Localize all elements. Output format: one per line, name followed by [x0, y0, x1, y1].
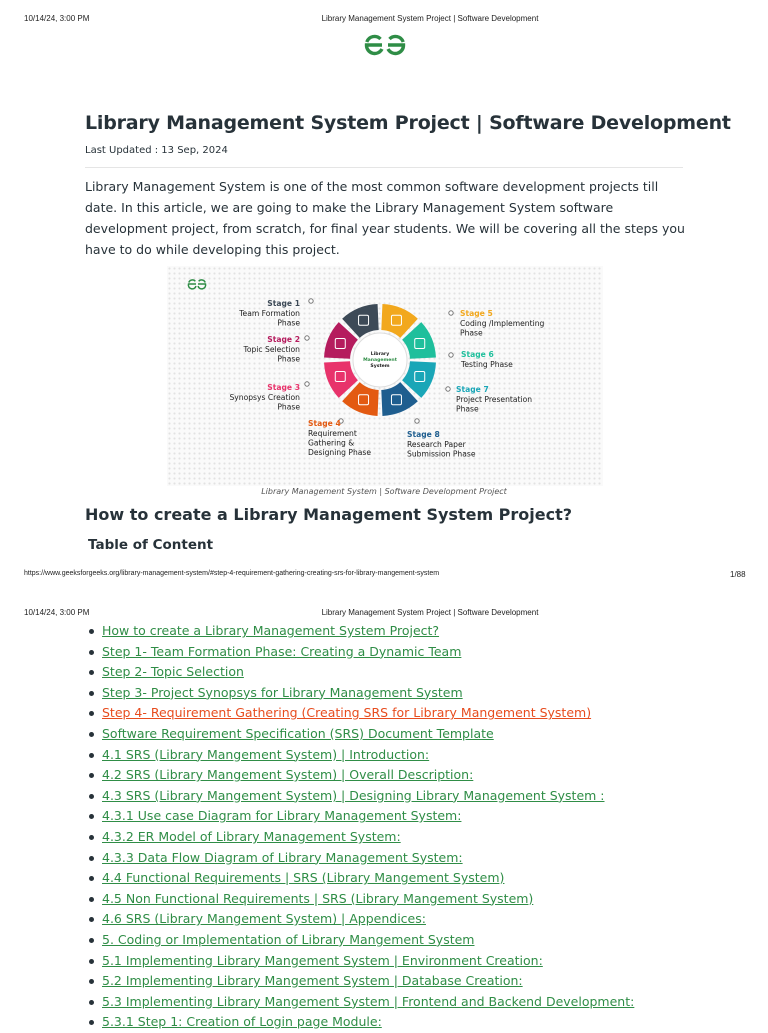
toc-item	[88, 848, 634, 869]
toc-heading: Table of Content	[88, 537, 214, 553]
toc-item	[88, 889, 634, 910]
toc-link[interactable]: 4.3.2 ER Model of Library Management System:	[102, 828, 401, 844]
toc-link[interactable]: 4.2 SRS (Library Mangement System) | Overall Description:	[102, 767, 474, 783]
stage-name: Topic Selection	[243, 345, 300, 354]
stage-marker	[305, 336, 309, 340]
toc-link[interactable]: Software Requirement Specification (SRS) Document Template	[102, 725, 494, 741]
print-url: https://www.geeksforgeeks.org/library-management-system/#step-4-requirement-gathering-creating-srs-for-library-mangement-system	[24, 570, 440, 577]
stage-name: Research Paper	[407, 440, 466, 449]
toc-link[interactable]: 5.2 Implementing Library Mangement System | Database Creation:	[102, 973, 523, 989]
stage-marker	[309, 299, 313, 303]
stage-name: Project Presentation	[456, 395, 533, 404]
toc-item	[88, 1012, 634, 1033]
figure-caption: Library Management System | Software Development Project	[261, 487, 507, 496]
stage-name: Phase	[277, 318, 300, 328]
toc-item	[88, 971, 634, 992]
article-intro: Library Management System is one of the most common software development projects till date. In this article, we are going to make the Library Management System software development project, from scratch, for final year students. We will be covering all the steps you have to do while developing this project.	[85, 179, 685, 257]
stage-name: Requirement	[308, 429, 357, 438]
toc-item	[88, 868, 634, 889]
toc-item	[88, 992, 634, 1013]
article-title: Library Management System Project | Software Development	[85, 112, 731, 134]
toc-item	[88, 765, 634, 786]
stage-title: Stage 6	[461, 350, 494, 359]
toc-link[interactable]: 4.3 SRS (Library Mangement System) | Designing Library Management System :	[102, 787, 605, 803]
toc-item	[88, 930, 634, 951]
toc-link[interactable]: 4.3.1 Use case Diagram for Library Management System:	[102, 808, 462, 824]
center-label-line: System	[370, 364, 390, 369]
toc-item	[88, 806, 634, 827]
toc-link[interactable]: How to create a Library Management System Project?	[102, 623, 440, 638]
toc-link[interactable]: 5.1 Implementing Library Mangement System | Environment Creation:	[102, 952, 543, 968]
toc-item	[88, 745, 634, 766]
print-doc-title-page2: Library Management System Project | Software Development	[321, 608, 539, 617]
figure-logo-icon	[188, 280, 205, 289]
last-updated: Last Updated : 13 Sep, 2024	[85, 145, 228, 156]
stage-marker	[305, 382, 309, 386]
stage-marker	[449, 353, 453, 357]
toc-item	[88, 724, 634, 745]
stage-name: Phase	[277, 354, 300, 364]
stage-marker	[446, 387, 450, 391]
toc-item	[88, 703, 634, 724]
toc-link[interactable]: Step 2- Topic Selection	[102, 664, 244, 680]
toc-link[interactable]: 4.4 Functional Requirements | SRS (Library Mangement System)	[102, 870, 505, 886]
stage-name: Phase	[456, 404, 479, 414]
center-label-line: Management	[363, 358, 397, 363]
toc-link[interactable]: 5. Coding or Implementation of Library Mangement System	[102, 931, 475, 947]
stage-name: Gathering &	[308, 438, 355, 448]
stage-name: Designing Phase	[308, 448, 372, 458]
stage-name: Testing Phase	[461, 360, 513, 369]
toc-link[interactable]: 4.3.3 Data Flow Diagram of Library Management System:	[102, 849, 463, 865]
toc-link[interactable]: Step 1- Team Formation Phase: Creating a Dynamic Team	[102, 643, 462, 659]
stage-name: Phase	[277, 402, 300, 412]
print-datetime-page2: 10/14/24, 3:00 PM	[24, 608, 90, 617]
stage-name: Coding /Implementing	[460, 319, 545, 328]
toc-item	[88, 683, 634, 704]
toc-item	[88, 621, 634, 642]
toc-link[interactable]: 4.6 SRS (Library Mangement System) | Appendices:	[102, 911, 426, 927]
stage-title: Stage 7	[456, 385, 489, 394]
toc-item	[88, 642, 634, 663]
toc-item	[88, 909, 634, 930]
stage-name: Phase	[460, 328, 483, 338]
toc-link[interactable]: 5.3 Implementing Library Mangement System | Frontend and Backend Development:	[102, 993, 635, 1009]
stage-marker	[415, 419, 419, 423]
stage-name: Synopsys Creation	[229, 393, 300, 402]
toc-link[interactable]: 5.3.1 Step 1: Creation of Login page Module:	[102, 1014, 382, 1030]
print-datetime: 10/14/24, 3:00 PM	[24, 14, 90, 23]
stage-title: Stage 8	[407, 430, 440, 439]
stage-name: Submission Phase	[407, 449, 476, 459]
stage-marker	[449, 311, 453, 315]
toc-item	[88, 827, 634, 848]
stage-title: Stage 3	[267, 383, 300, 392]
gfg-logo-icon[interactable]	[362, 32, 408, 63]
section-heading: How to create a Library Management System Project?	[85, 505, 573, 524]
stage-title: Stage 4	[308, 419, 341, 428]
toc-link[interactable]: Step 4- Requirement Gathering (Creating SRS for Library Mangement System)	[102, 705, 592, 721]
divider	[85, 167, 683, 168]
print-page-number: 1/88	[730, 570, 746, 579]
stage-name: Team Formation	[239, 309, 300, 318]
toc-item	[88, 662, 634, 683]
toc-item	[88, 951, 634, 972]
stage-title: Stage 2	[267, 335, 300, 344]
stage-title: Stage 5	[460, 309, 493, 318]
stage-title: Stage 1	[267, 299, 300, 308]
print-doc-title: Library Management System Project | Software Development	[321, 14, 539, 23]
lifecycle-figure	[167, 266, 603, 486]
toc-link[interactable]: 4.5 Non Functional Requirements | SRS (Library Mangement System)	[102, 890, 534, 906]
toc-item	[88, 786, 634, 807]
toc-link[interactable]: Step 3- Project Synopsys for Library Management System	[102, 684, 463, 700]
toc-list	[88, 621, 634, 1033]
toc-link[interactable]: 4.1 SRS (Library Mangement System) | Introduction:	[102, 746, 430, 762]
center-label-line: Library	[370, 352, 390, 357]
